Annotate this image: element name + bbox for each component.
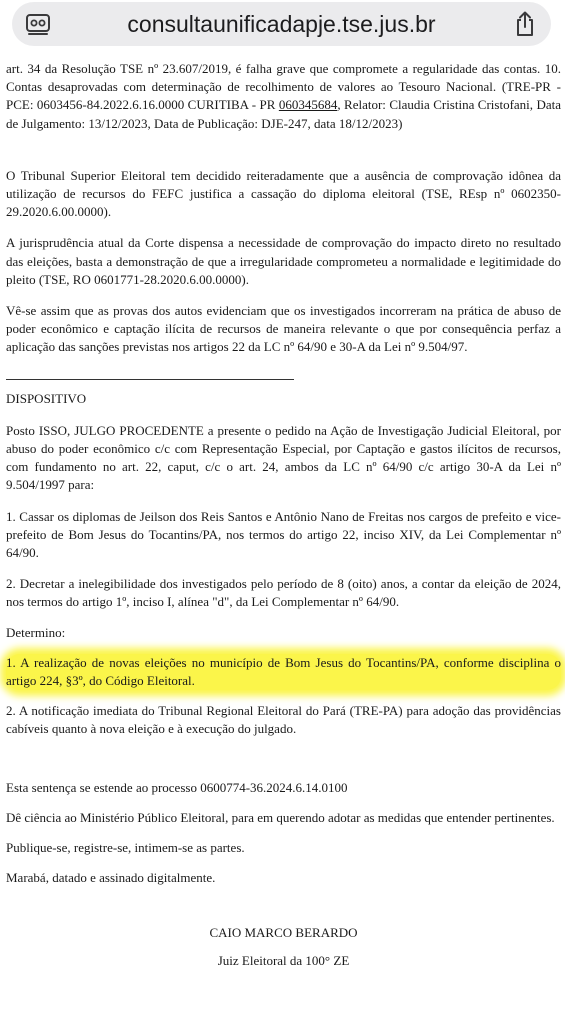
list-item-cassation: 1. Cassar os diplomas de Jeilson dos Reis Santos e Antônio Nano de Freitas nos cargos de prefeito e vice-prefeito de Bom Jesus do Tocantins/PA, nos termos do artigo 22, inciso XIV, da Lei Complementar nº 64/90. [6, 508, 561, 561]
paragraph-publish: Publique-se, registre-se, intimem-se as partes. [6, 840, 245, 856]
paragraph-jurisprudence: A jurisprudência atual da Corte dispensa a necessidade de comprovação do impacto direto no resultado das eleições, basta a demonstração de que a irregularidade comprometeu a normalidade e legitimidade do pleito (TSE, RO 0601771-28.2020.6.00.0000). [6, 235, 561, 287]
signer-title: Juiz Eleitoral da 100° ZE [217, 952, 350, 968]
paragraph-determino: Determino: [6, 624, 66, 640]
paragraph-evidence: Vê-se assim que as provas dos autos evidenciam que os investigados incorreram na prática de abuso de poder econômico e captação ilícita de recursos de maneira relevante o que por consequência perfaz a aplicação das sanções previstas nos artigos 22 da LC nº 64/90 e 30-A da Lei nº 9.504/97. [6, 303, 561, 355]
browser-toolbar [0, 0, 565, 52]
paragraph-judgment: Posto ISSO, JULGO PROCEDENTE a presente o pedido na Ação de Investigação Judicial Eleitoral, por abuso do poder econômico c/c com Representação Especial, por Captação e gastos ilícitos de recursos, com fundamento no art. 22, caput, c/c o art. 24, ambos da LC nº 64/90 c/c artigo 30-A da Lei nº 9.504/1997 para: [6, 422, 561, 493]
share-icon[interactable] [511, 10, 539, 38]
signer-name: CAIO MARCO BERARDO [209, 924, 358, 940]
address-bar[interactable] [12, 2, 551, 46]
paragraph-citation: art. 34 da Resolução TSE nº 23.607/2019, é falha grave que compromete a regularidade das contas. 10. Contas desaprovadas com determinação de recolhimento de valores ao Tesouro Nacional. (TRE-PR - PCE: 0603456-84.2022.6.16.0000 CURITIBA - PR 060345684, Relator: Claudia Cristina Cristofani, Data de Julgamento: 13/12/2023, Data de Publicação: DJE-247, data 18/12/2023) [6, 61, 562, 131]
list-item-notification: 2. A notificação imediata do Tribunal Regional Eleitoral do Pará (TRE-PA) para adoção das providências cabíveis quanto à nova eleição e à execução do julgado. [6, 703, 561, 737]
section-heading: DISPOSITIVO [6, 390, 87, 406]
url-field[interactable]: consultaunificadapje.tse.jus.br [127, 11, 436, 37]
list-item-new-elections: 1. A realização de novas eleições no município de Bom Jesus do Tocantins/PA, conforme disciplina o artigo 224, §3º, do Código Eleitoral. [6, 654, 561, 689]
document-body [6, 60, 561, 970]
list-item-ineligibility: 2. Decretar a inelegibilidade dos investigados pelo período de 8 (oito) anos, a contar da eleição de 2024, nos termos do artigo 1º, inciso I, alínea "d", da Lei Complementar nº 64/90. [6, 576, 561, 610]
paragraph-extension: Esta sentença se estende ao processo 0600774-36.2024.6.14.0100 [6, 779, 348, 795]
highlighted-passage [6, 654, 561, 690]
paragraph-tse-fefc: O Tribunal Superior Eleitoral tem decidido reiteradamente que a ausência de comprovação idônea da utilização de recursos do FEFC justifica a cassação do diploma eleitoral (TSE, REsp nº 0602350-29.2020.6.00.0000). [6, 167, 561, 220]
paragraph-place-date: Marabá, datado e assinado digitalmente. [6, 870, 216, 886]
paragraph-ministry: Dê ciência ao Ministério Público Eleitoral, para em querendo adotar as medidas que entender pertinentes. [6, 809, 555, 825]
settings-sliders-icon[interactable] [24, 10, 52, 38]
process-number-link[interactable]: 060345684 [278, 97, 338, 113]
